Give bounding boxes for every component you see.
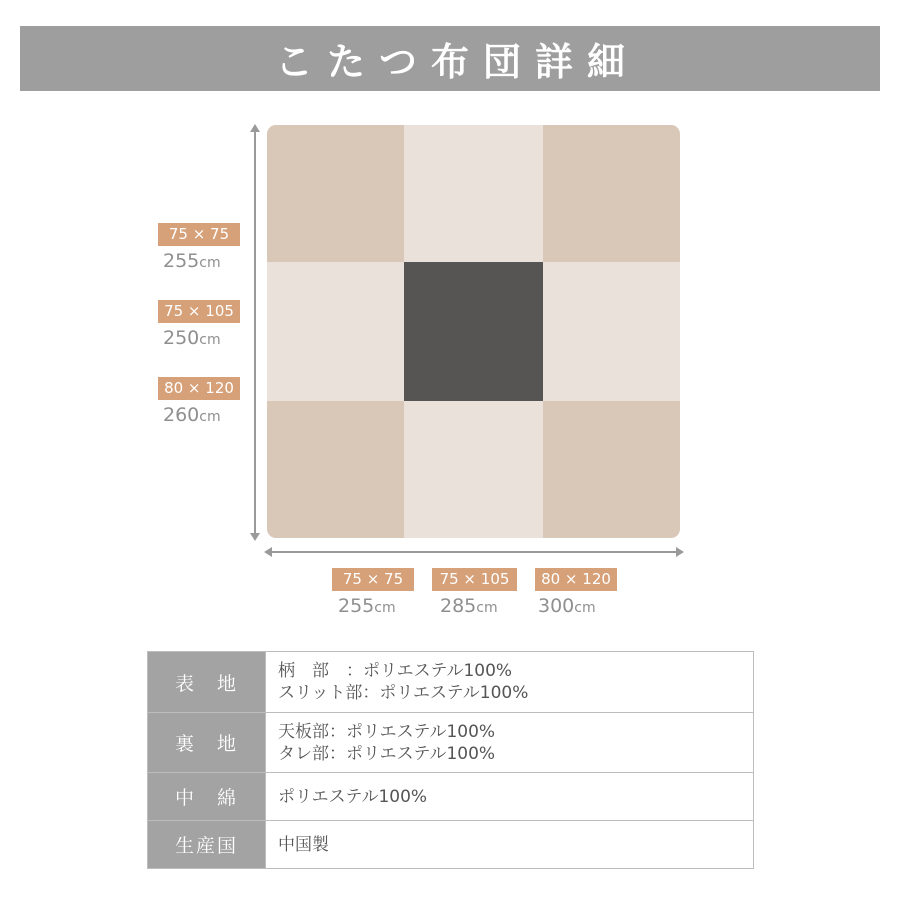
bottom-size-tag-1: 75 × 75 xyxy=(332,568,414,591)
bottom-size-length-2: 285cm xyxy=(440,595,498,617)
left-size-length-2: 250cm xyxy=(163,327,221,349)
left-size-tag-2: 75 × 105 xyxy=(158,300,240,323)
vertical-dimension-line xyxy=(254,130,256,534)
corner-panel-bottom-left xyxy=(267,401,404,538)
title-banner xyxy=(20,26,880,91)
material-spec-table xyxy=(147,651,754,869)
corner-panel-top-right xyxy=(543,125,680,262)
side-panel-top xyxy=(404,125,543,262)
side-panel-bottom xyxy=(404,401,543,538)
kotatsu-diagram xyxy=(267,125,680,538)
left-size-tag-3: 80 × 120 xyxy=(158,377,240,400)
spec-row-lining xyxy=(148,713,754,773)
spec-label-lining: 裏 地 xyxy=(148,713,266,773)
spec-value-filling xyxy=(266,773,754,821)
spec-label-outer-fabric: 表 地 xyxy=(148,652,266,713)
bottom-size-length-1: 255cm xyxy=(338,595,396,617)
spec-line: 中国製 xyxy=(278,834,329,855)
spec-value-outer-fabric xyxy=(266,652,754,713)
arrow-down-icon xyxy=(250,533,260,541)
arrow-up-icon xyxy=(250,124,260,132)
left-size-length-1: 255cm xyxy=(163,250,221,272)
bottom-size-tag-3: 80 × 120 xyxy=(535,568,617,591)
arrow-right-icon xyxy=(676,547,684,557)
bottom-size-tag-2: 75 × 105 xyxy=(432,568,517,591)
corner-panel-top-left xyxy=(267,125,404,262)
arrow-left-icon xyxy=(264,547,272,557)
corner-panel-bottom-right xyxy=(543,401,680,538)
spec-row-filling xyxy=(148,773,754,821)
side-panel-left xyxy=(267,262,404,401)
center-tabletop-panel xyxy=(404,262,543,401)
horizontal-dimension-line xyxy=(270,551,676,553)
spec-row-outer-fabric xyxy=(148,652,754,713)
bottom-size-length-3: 300cm xyxy=(538,595,596,617)
spec-label-filling: 中 綿 xyxy=(148,773,266,821)
spec-line: スリット部：ポリエステル100% xyxy=(278,683,529,703)
side-panel-right xyxy=(543,262,680,401)
spec-label-origin: 生産国 xyxy=(148,821,266,869)
spec-line: 天板部：ポリエステル100% xyxy=(278,721,496,742)
spec-line: タレ部：ポリエステル100% xyxy=(278,743,496,764)
page-title: こたつ布団詳細 xyxy=(274,40,639,84)
spec-line: 柄 部 ：ポリエステル100% xyxy=(278,661,513,681)
spec-value-origin xyxy=(266,821,754,869)
left-size-tag-1: 75 × 75 xyxy=(158,223,240,246)
spec-row-origin xyxy=(148,821,754,869)
spec-line: ポリエステル100% xyxy=(278,786,428,807)
spec-value-lining xyxy=(266,713,754,773)
left-size-length-3: 260cm xyxy=(163,404,221,426)
